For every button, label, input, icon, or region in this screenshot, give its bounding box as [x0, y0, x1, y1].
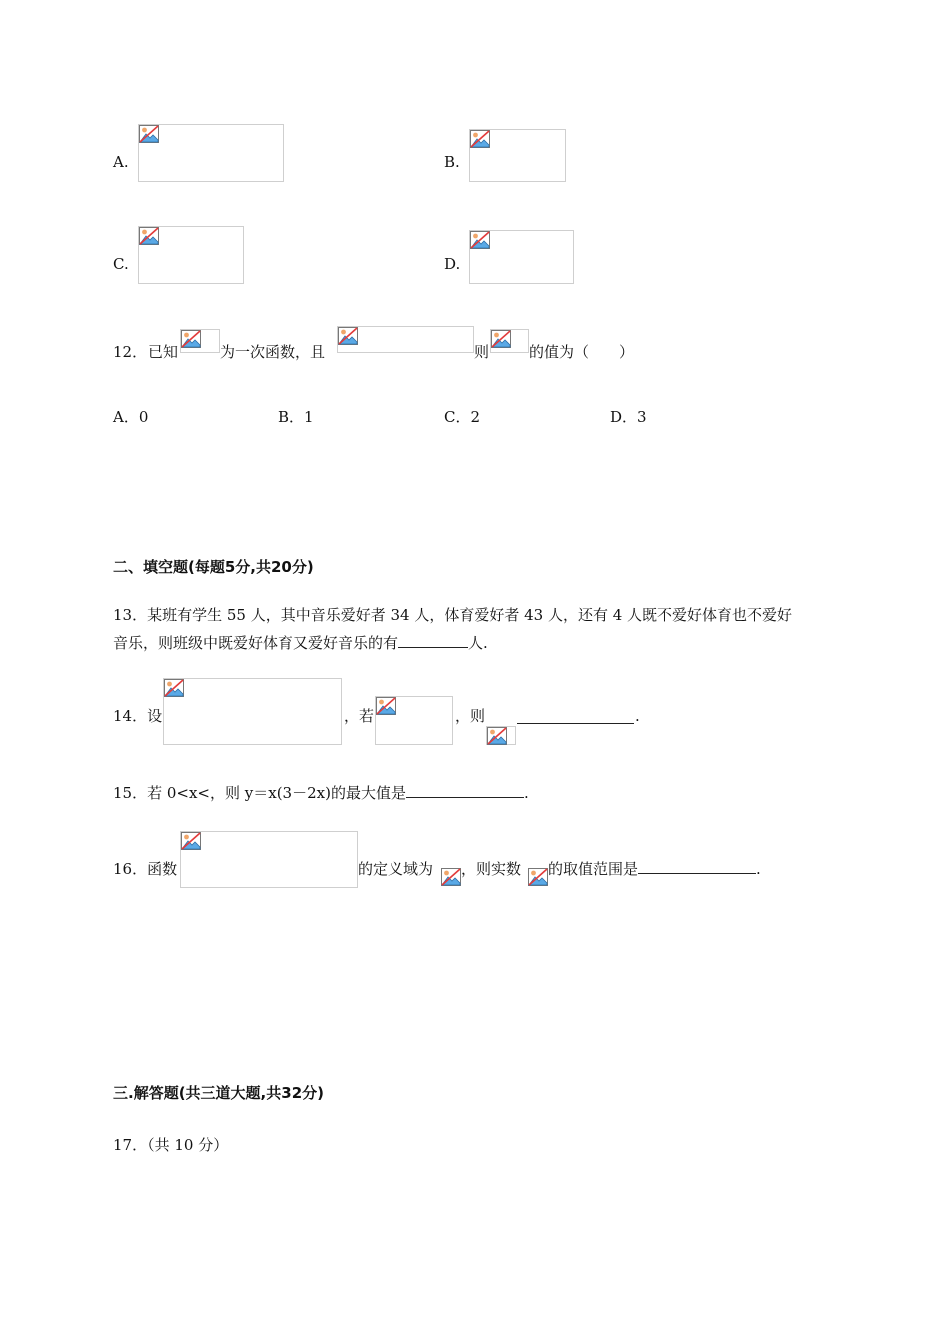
- option-a-label: A.: [113, 153, 129, 171]
- q15-answer-blank: [406, 783, 524, 798]
- q13-line-2-text: 音乐，则班级中既爱好体育又爱好音乐的有: [113, 634, 399, 652]
- broken-image-icon: [528, 868, 548, 886]
- q12-value-image: [490, 329, 529, 353]
- broken-image-icon: [338, 327, 358, 345]
- broken-image-icon: [181, 330, 201, 348]
- broken-image-icon: [181, 832, 201, 850]
- q17-header: 17．（共 10 分）: [113, 1136, 229, 1154]
- q16-text-3: 的取值范围是: [548, 860, 639, 878]
- q15-line: [113, 783, 529, 803]
- option-c-image: [138, 226, 244, 284]
- q12-text-1: 已知: [148, 343, 179, 361]
- q16-text-2: ，则实数: [461, 860, 522, 878]
- q13-answer-blank: [398, 633, 468, 648]
- section-2-title: 二、填空题(每题5分,共20分): [113, 558, 314, 576]
- section-3-title: 三.解答题(共三道大题,共32分): [113, 1084, 324, 1102]
- option-d-label: D.: [444, 255, 461, 273]
- q12-text-4: 的值为（ ）: [529, 343, 635, 361]
- q15-text: 15．若 0<x<，则 y＝x(3－2x)的最大值是: [113, 784, 406, 802]
- option-b-image: [469, 129, 566, 182]
- q12-text-2: 为一次函数，且: [220, 343, 326, 361]
- q14-answer-blank: [517, 709, 634, 724]
- q14-target-image: [486, 726, 516, 745]
- q14-then: ，则: [455, 707, 486, 725]
- q14-if: ，若: [344, 707, 375, 725]
- q16-text-1: 的定义域为: [358, 860, 434, 878]
- q12-formula-f-image: [180, 329, 220, 353]
- q15-end: .: [523, 784, 529, 802]
- q16-number: 16．函数: [113, 860, 178, 878]
- broken-image-icon: [491, 330, 511, 348]
- broken-image-icon: [441, 868, 461, 886]
- broken-image-icon: [376, 697, 396, 715]
- q12-number: 12．: [113, 343, 148, 361]
- broken-image-icon: [470, 130, 490, 148]
- q14-end: .: [635, 707, 640, 725]
- q12-option-c: C．2: [444, 408, 481, 426]
- q12-text-3: 则: [474, 343, 490, 361]
- q12-condition-image: [337, 326, 474, 353]
- option-d-image: [469, 230, 574, 284]
- q14-condition-image: [375, 696, 453, 745]
- q13-line-1: 13．某班有学生 55 人，其中音乐爱好者 34 人，体育爱好者 43 人，还有 4 人既不爱好体育也不爱好: [113, 606, 793, 624]
- q12-option-d: D．3: [610, 408, 647, 426]
- broken-image-icon: [470, 231, 490, 249]
- q16-variable-image: [528, 868, 548, 886]
- option-c-label: C.: [113, 255, 129, 273]
- q16-line-end: [548, 859, 761, 879]
- q12-option-a: A．0: [113, 408, 149, 426]
- option-b-label: B.: [444, 153, 460, 171]
- q16-domain-image: [441, 868, 461, 886]
- broken-image-icon: [139, 125, 159, 143]
- q12-option-b: B．1: [278, 408, 314, 426]
- q13-line-2-end: 人.: [468, 634, 488, 652]
- q16-end: .: [756, 860, 761, 878]
- broken-image-icon: [487, 727, 507, 745]
- q14-number: 14．设: [113, 707, 163, 725]
- q16-function-image: [180, 831, 358, 888]
- broken-image-icon: [164, 679, 184, 697]
- option-a-image: [138, 124, 284, 182]
- q13-line-2: [113, 633, 488, 653]
- q14-function-image: [163, 678, 342, 745]
- broken-image-icon: [139, 227, 159, 245]
- q16-answer-blank: [638, 859, 756, 874]
